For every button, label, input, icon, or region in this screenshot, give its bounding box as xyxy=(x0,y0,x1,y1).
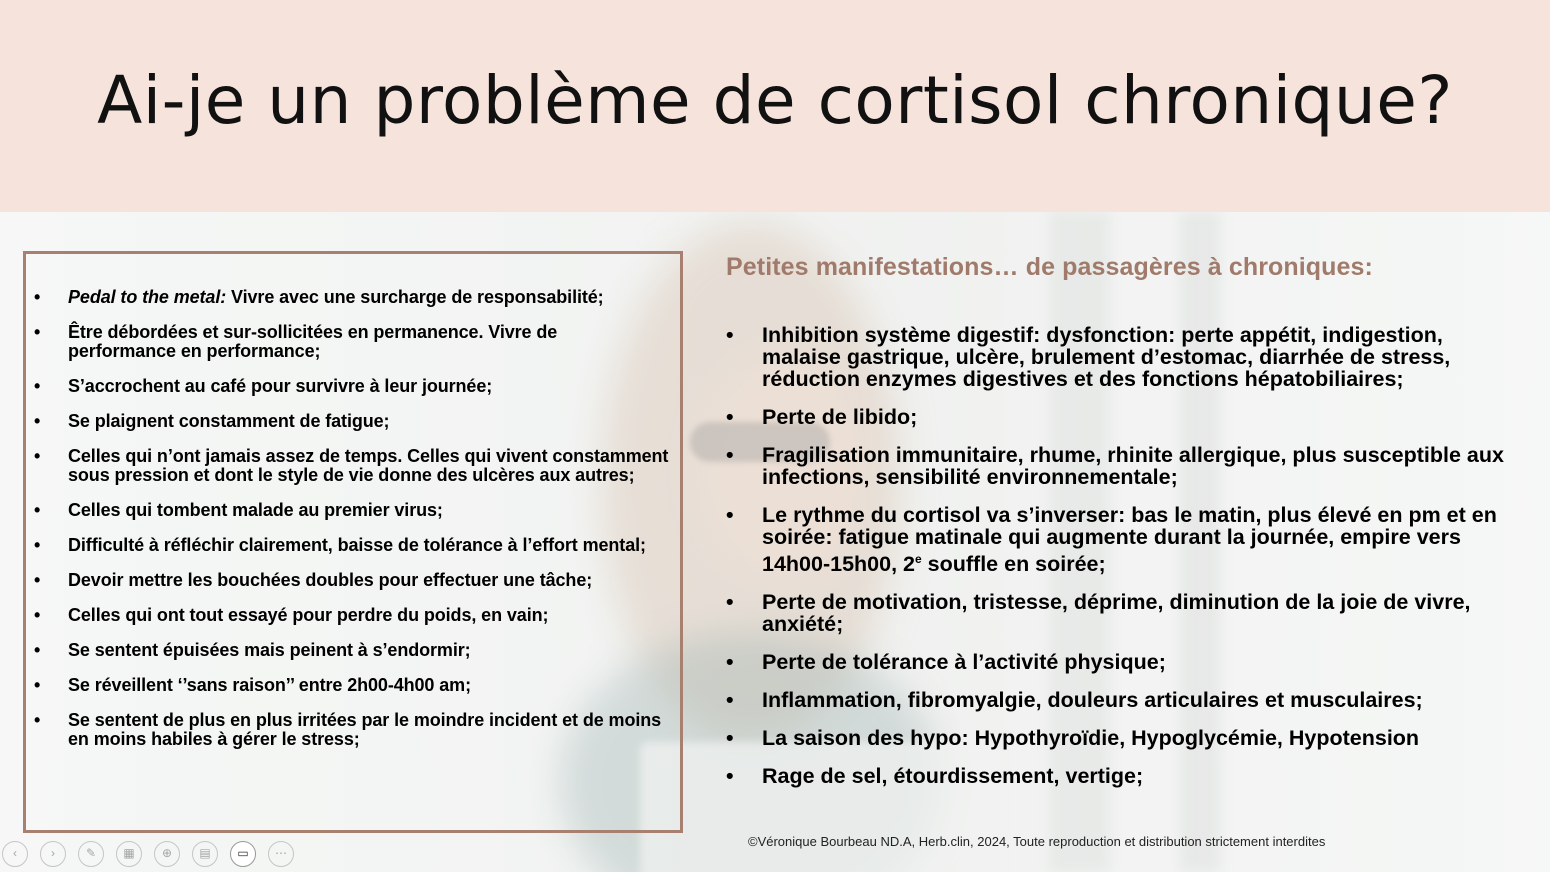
bullet-icon: • xyxy=(34,535,41,555)
bullet-icon: • xyxy=(726,590,734,615)
right-list-item xyxy=(726,591,1526,635)
right-list-item xyxy=(726,324,1526,390)
right-list-item xyxy=(726,689,1526,711)
title-band xyxy=(0,0,1550,212)
pen-icon[interactable]: ✎ xyxy=(78,841,104,867)
bullet-icon: • xyxy=(726,405,734,429)
left-list-item xyxy=(34,711,670,749)
subtitles-icon[interactable]: ▤ xyxy=(192,841,218,867)
bullet-icon: • xyxy=(726,323,734,347)
bullet-icon: • xyxy=(726,650,734,675)
right-list-item xyxy=(726,765,1526,787)
bullet-icon: • xyxy=(34,287,41,307)
left-list-item xyxy=(34,571,670,590)
copyright-notice: ©Véronique Bourbeau ND.A, Herb.clin, 2024, Toute reproduction et distribution strictement interdites xyxy=(748,834,1326,849)
right-list-item xyxy=(726,406,1526,428)
right-list-item-text: Perte de motivation, tristesse, déprime, diminution de la joie de vivre, anxiété; xyxy=(762,590,1471,637)
left-list-item-text: Se plaignent constamment de fatigue; xyxy=(68,411,390,431)
presentation-toolbar xyxy=(0,838,300,872)
right-list-item-text: Inflammation, fibromyalgie, douleurs articulaires et musculaires; xyxy=(762,688,1423,713)
right-list-item-text: Fragilisation immunitaire, rhume, rhinite allergique, plus susceptible aux infections, sensibilité environnementale; xyxy=(762,443,1504,489)
bullet-icon: • xyxy=(34,675,41,695)
left-list-item-text: Vivre avec une surcharge de responsabilité; xyxy=(226,287,604,307)
right-list-item-text: Inhibition système digestif: dysfonction: perte appétit, indigestion, malaise gastrique, ulcère, brulement d’estomac, diarrhée de stress, réduction enzymes digestives et des fonctions hépatobiliaires; xyxy=(762,323,1451,391)
right-list-item xyxy=(726,727,1526,749)
left-list-item-text: Se réveillent ‘’sans raison’’ entre 2h00-4h00 am; xyxy=(68,675,471,695)
bullet-icon: • xyxy=(726,503,734,527)
right-list-item xyxy=(726,444,1526,488)
bullet-icon: • xyxy=(34,446,41,466)
left-list-item xyxy=(34,288,670,307)
bullet-icon: • xyxy=(726,764,734,789)
bullet-icon: • xyxy=(34,500,41,520)
zoom-icon[interactable]: ⊕ xyxy=(154,841,180,867)
left-list-item xyxy=(34,676,670,695)
right-list-item-text: Perte de libido; xyxy=(762,405,918,429)
right-list-item-text: Le rythme du cortisol va s’inverser: bas le matin, plus élevé en pm et en soirée: fatigue matinale qui augmente durant la journée, empire vers 14h00-15h00, 2e souffle en soirée; xyxy=(762,503,1497,577)
right-section-title: Petites manifestations… de passagères à chroniques: xyxy=(726,253,1373,281)
left-list-item-text: Devoir mettre les bouchées doubles pour effectuer une tâche; xyxy=(68,570,593,590)
left-list-item xyxy=(34,447,670,485)
left-list-item xyxy=(34,412,670,431)
slide-title: Ai-je un problème de cortisol chronique? xyxy=(97,62,1453,139)
left-list-item xyxy=(34,606,670,625)
bullet-icon: • xyxy=(34,376,41,396)
right-list-item xyxy=(726,504,1526,575)
left-list-item xyxy=(34,501,670,520)
bullet-icon: • xyxy=(34,411,41,431)
bullet-icon: • xyxy=(34,322,41,342)
left-list-item-text: Celles qui ont tout essayé pour perdre du poids, en vain; xyxy=(68,605,549,625)
slides-grid-icon[interactable]: ▦ xyxy=(116,841,142,867)
left-symptom-list xyxy=(34,288,670,765)
left-symptom-box xyxy=(23,251,683,833)
left-list-item-text: Se sentent de plus en plus irritées par le moindre incident et de moins en moins habiles à gérer le stress; xyxy=(68,710,662,749)
emphasis-text: Pedal to the metal: xyxy=(68,287,227,307)
bullet-icon: • xyxy=(34,640,41,660)
left-list-item xyxy=(34,377,670,396)
right-list-item-text: La saison des hypo: Hypothyroïdie, Hypoglycémie, Hypotension xyxy=(762,726,1420,751)
camera-icon[interactable]: ▭ xyxy=(230,841,256,867)
right-manifestation-list xyxy=(726,324,1526,803)
right-list-item xyxy=(726,651,1526,673)
right-list-item-text: Rage de sel, étourdissement, vertige; xyxy=(762,764,1144,789)
previous-icon[interactable]: ‹ xyxy=(2,841,28,867)
left-list-item-text: Être débordées et sur-sollicitées en permanence. Vivre de performance en performance; xyxy=(68,322,558,361)
bullet-icon: • xyxy=(34,605,41,625)
more-options-icon[interactable]: ⋯ xyxy=(268,841,294,867)
left-list-item-text: Celles qui tombent malade au premier virus; xyxy=(68,500,443,520)
next-icon[interactable]: › xyxy=(40,841,66,867)
bullet-icon: • xyxy=(726,443,734,467)
right-list-item-text: Perte de tolérance à l’activité physique; xyxy=(762,650,1166,675)
left-list-item-text: S’accrochent au café pour survivre à leur journée; xyxy=(68,376,493,396)
left-list-item-text: Difficulté à réfléchir clairement, baisse de tolérance à l’effort mental; xyxy=(68,535,646,555)
bullet-icon: • xyxy=(34,710,41,730)
bullet-icon: • xyxy=(726,688,734,713)
left-list-item xyxy=(34,641,670,660)
left-list-item xyxy=(34,536,670,555)
left-list-item-text: Se sentent épuisées mais peinent à s’endormir; xyxy=(68,640,471,660)
bullet-icon: • xyxy=(34,570,41,590)
left-list-item xyxy=(34,323,670,361)
bullet-icon: • xyxy=(726,726,734,751)
left-list-item-text: Celles qui n’ont jamais assez de temps. Celles qui vivent constamment sous pression et dont le style de vie donne des ulcères aux autres; xyxy=(68,446,669,485)
